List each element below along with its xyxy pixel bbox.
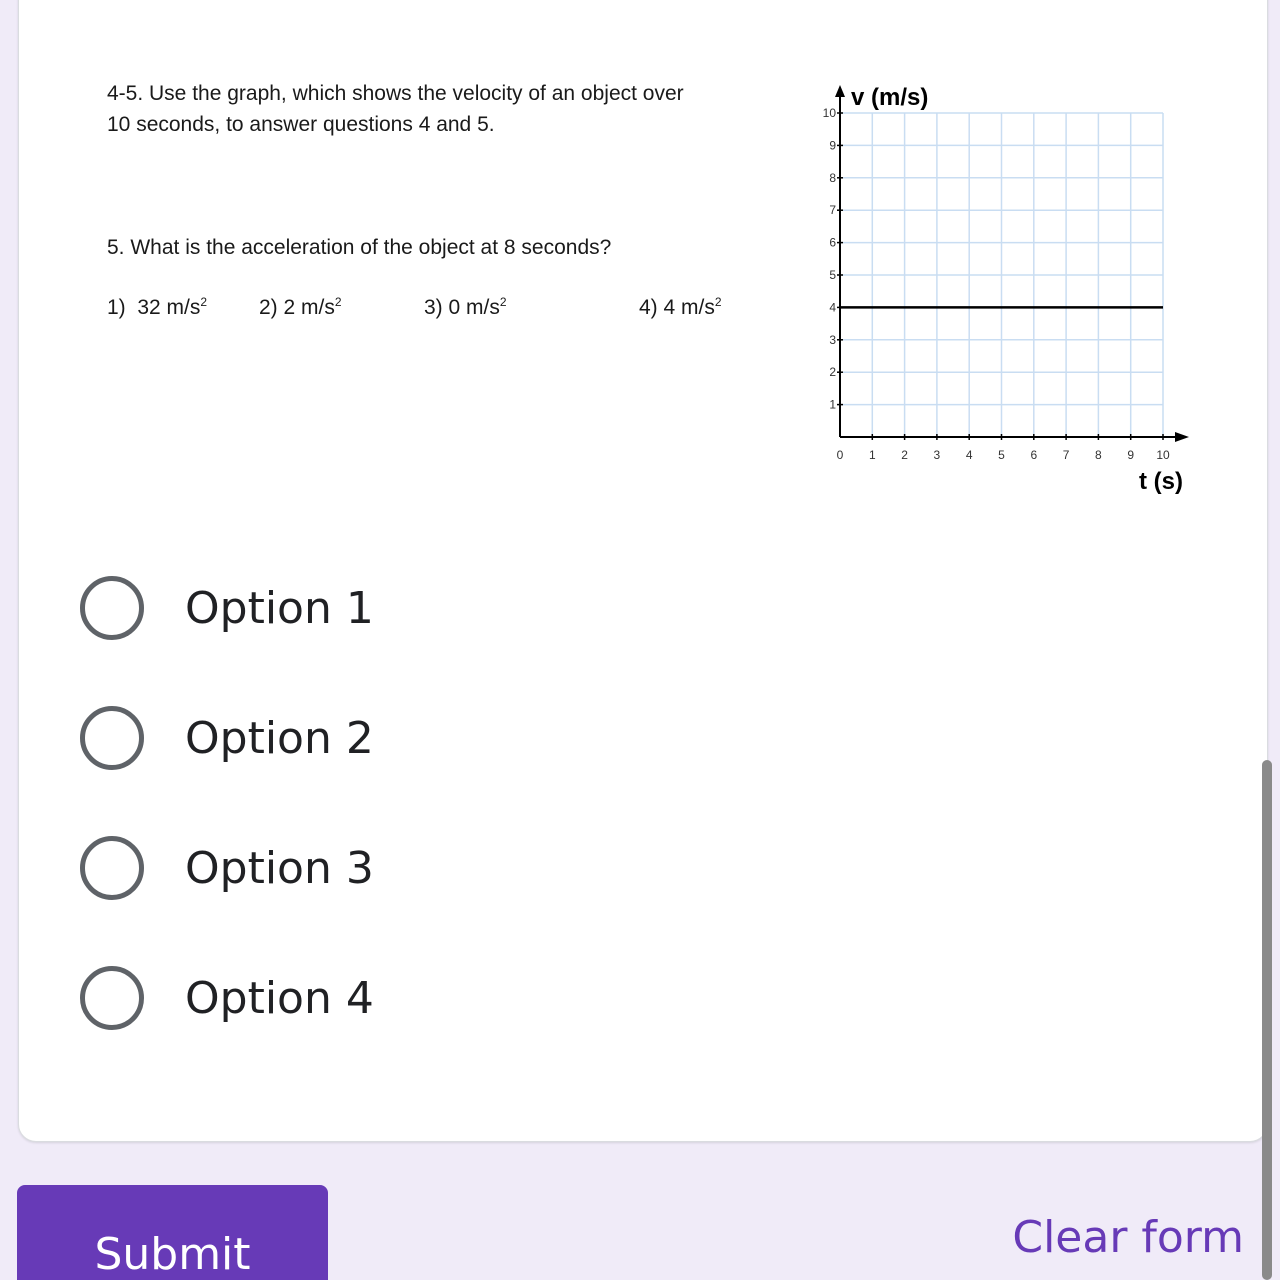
option-label: Option 1 (185, 582, 374, 634)
x-tick-label: 2 (901, 448, 908, 462)
question-intro-line2: 10 seconds, to answer questions 4 and 5. (107, 113, 495, 136)
x-tick-label: 5 (998, 448, 1005, 462)
option-1[interactable] (80, 575, 680, 641)
option-4[interactable] (80, 965, 680, 1031)
chart-axes (835, 85, 1189, 442)
velocity-time-graph (789, 81, 1209, 521)
clear-form-button[interactable]: Clear form (1012, 1212, 1244, 1263)
x-tick-label: 6 (1030, 448, 1038, 462)
y-tick-label: 1 (829, 397, 836, 412)
chart-grid (840, 113, 1163, 437)
y-tick-label: 2 (829, 365, 836, 380)
question-intro-line1: 4-5. Use the graph, which shows the velocity of an object over (107, 82, 684, 105)
radio-button[interactable] (80, 836, 144, 900)
answer-choice-1 (107, 295, 207, 320)
submit-button[interactable]: Submit (17, 1185, 328, 1280)
x-tick-label: 3 (933, 448, 941, 462)
answer-choice-4 (639, 295, 722, 320)
answer-choice-number: 1) (107, 296, 126, 319)
y-tick-label: 6 (829, 235, 836, 250)
x-tick-label: 8 (1095, 448, 1102, 462)
answer-choice-value: 2 m/s (283, 296, 335, 319)
y-tick-label: 4 (829, 300, 836, 315)
y-tick-label: 8 (829, 170, 836, 185)
y-tick-label: 10 (822, 106, 836, 120)
radio-button[interactable] (80, 966, 144, 1030)
y-tick-label: 9 (829, 138, 836, 153)
answer-choice-number: 4) (639, 296, 658, 319)
superscript: 2 (714, 295, 722, 309)
answer-choice-value: 32 m/s (137, 296, 201, 319)
answer-choice-number: 3) (424, 296, 443, 319)
x-tick-label: 10 (1156, 448, 1170, 462)
scrollbar-thumb[interactable] (1262, 760, 1272, 1280)
y-axis-label: v (m/s) (851, 84, 929, 111)
radio-button[interactable] (80, 706, 144, 770)
option-label: Option 3 (185, 842, 374, 894)
x-tick-label: 1 (868, 448, 876, 462)
x-tick-label: 0 (836, 448, 844, 462)
answer-choice-value: 4 m/s (663, 296, 715, 319)
scrollbar[interactable] (1262, 0, 1272, 1280)
x-tick-label: 4 (965, 448, 973, 462)
answer-choice-2 (259, 295, 342, 320)
option-label: Option 2 (185, 712, 374, 764)
option-2[interactable] (80, 705, 680, 771)
superscript: 2 (499, 295, 507, 309)
y-tick-label: 5 (829, 268, 836, 282)
chart-tick-labels (823, 106, 1170, 462)
question-prompt: 5. What is the acceleration of the object at 8 seconds? (107, 236, 612, 259)
y-tick-label: 3 (829, 332, 836, 347)
superscript: 2 (200, 295, 208, 309)
y-axis-arrow (835, 85, 845, 97)
x-axis-label: t (s) (1139, 468, 1183, 495)
answer-choice-3 (424, 295, 507, 320)
x-tick-label: 9 (1127, 448, 1135, 462)
option-3[interactable] (80, 835, 680, 901)
y-tick-label: 7 (829, 203, 836, 218)
option-label: Option 4 (185, 972, 374, 1024)
answer-choice-value: 0 m/s (448, 296, 500, 319)
superscript: 2 (334, 295, 342, 309)
x-tick-label: 7 (1062, 448, 1070, 462)
x-axis-arrow (1175, 432, 1189, 442)
answer-choice-number: 2) (259, 296, 278, 319)
radio-button[interactable] (80, 576, 144, 640)
